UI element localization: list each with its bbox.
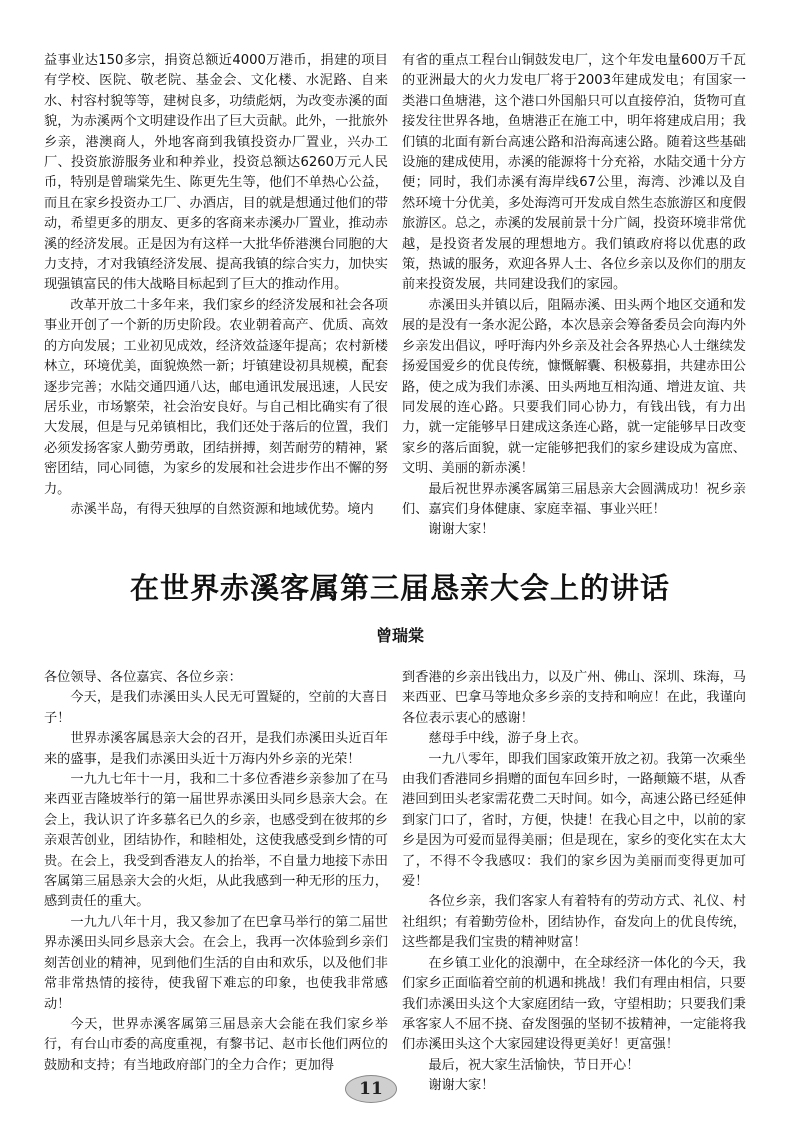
paragraph: 各位乡亲，我们客家人有着特有的劳动方式、礼仪、村社组织；有着勤劳俭朴，团结协作，奋发向上的优良传统，这些都是我们宝贵的精神财富！: [402, 894, 746, 951]
paragraph: 一九八零年，即我们国家政策开放之初。我第一次乘坐由我们香港同乡捐赠的面包车回乡时，一路颠簸不堪，从香港回到田头老家需花费二天时间。如今，高速公路已经延伸到家门口了，省时，方便，快捷！在我心目之中，以前的家乡是因为可爱而显得美丽；但是现在，家乡的变化实在太大了，不得不令我感叹：我们的家乡因为美丽而变得更加可爱！: [402, 751, 746, 890]
paragraph: 谢谢大家！: [428, 522, 495, 538]
paragraph: 世界赤溪客属恳亲大会的召开，是我们赤溪田头近百年来的盛事，是我们赤溪田头近十万海内外乡亲的光荣！: [44, 731, 388, 767]
paragraph: 赤溪田头并镇以后，阻隔赤溪、田头两个地区交通和发展的是没有一条水泥公路，本次恳亲会筹备委员会向海内外乡亲发出倡议，呼吁海内外乡亲及社会各界热心人士继续发扬爱国爱乡的优良传统，慷慨解囊、积极募捐，共建赤田公路，使之成为我们赤溪、田头两地互相沟通、增进友谊、共同发展的连心路。只要我们同心协力，有钱出钱，有力出力，就一定能够早日建成这条连心路，就一定能够早日改变家乡的落后面貌，就一定能够把我们的家乡建设成为富庶、文明、美丽的新赤溪！: [402, 297, 746, 477]
paragraph: 在乡镇工业化的浪潮中，在全球经济一体化的今天，我们家乡正面临着空前的机遇和挑战！我们有理由相信，只要我们赤溪田头这个大家庭团结一致，守望相助；只要我们秉承客家人不屈不挠、奋发图强的坚韧不拔精神，一定能将我们赤溪田头这个大家园建设得更美好！更富强！: [402, 955, 746, 1053]
page-number: 11: [345, 1075, 397, 1103]
paragraph: 益事业达150多宗，捐资总额近4000万港币，捐建的项目有学校、医院、敬老院、基金会、文化楼、水泥路、自来水、村容村貌等等，建树良多，功绩彪炳，为改变赤溪的面貌，为赤溪两个文明建设作出了巨大贡献。此外，一批旅外乡亲，港澳商人，外地客商到我镇投资办厂置业，兴办工厂、投资旅游服务业和种养业，投资总额达6260万元人民币，特别是曾瑞棠先生、陈更先生等，他们不单热心公益，而且在家乡投资办工厂、办酒店，目的就是想通过他们的带动，希望更多的朋友、更多的客商来赤溪办厂置业，推动赤溪的经济发展。正是因为有这样一大批华侨港澳台同胞的大力支持，才对我镇经济发展、提高我镇的综合实力，加快实现强镇富民的伟大战略目标起到了巨大的推动作用。: [44, 53, 388, 293]
paragraph: 有省的重点工程台山铜鼓发电厂，这个年发电量600万千瓦的亚洲最大的火力发电厂将于2003年建成发电；有国家一类港口鱼塘港，这个港口外国船只可以直接停泊，货物可直接发往世界各地，鱼塘港正在施工中，明年将建成启用；我们镇的北面有新台高速公路和沿海高速公路。随着这些基础设施的建成使用，赤溪的能源将十分充裕，水陆交通十分方便；同时，我们赤溪有海岸线67公里，海湾、沙滩以及自然环境十分优美，多处海湾可开发成自然生态旅游区和度假旅游区。总之，赤溪的发展前景十分广阔，投资环境非常优越，是投资者发展的理想地方。我们镇政府将以优惠的政策，热诚的服务，欢迎各界人士、各位乡亲以及你们的朋友前来投资发展，共同建设我们的家园。: [402, 53, 746, 293]
paragraph: 今天，是我们赤溪田头人民无可置疑的，空前的大喜日子！: [44, 690, 388, 726]
paragraph: 谢谢大家！: [428, 1078, 495, 1094]
paragraph: 赤溪半岛，有得天独厚的自然资源和地域优势。境内: [70, 501, 374, 517]
article1-right-column: [402, 51, 746, 541]
article1-left-column: [44, 51, 388, 520]
paragraph: 一九九七年十一月，我和二十多位香港乡亲参加了在马来西亚吉隆坡举行的第一届世界赤溪田头同乡恳亲大会。在会上，我认识了许多慕名已久的乡亲，也感受到在彼邦的乡亲艰苦创业，团结协作，和睦相处，这使我感受到乡情的可贵。在会上，我受到香港友人的抬举，不自量力地接下赤田客属第三届恳亲大会的火炬，从此我感到一种无形的压力，感到责任的重大。: [44, 772, 388, 910]
article-author: 曾瑞棠: [375, 626, 424, 645]
paragraph: 最后祝世界赤溪客属第三届恳亲大会圆满成功！祝乡亲们、嘉宾们身体健康、家庭幸福、事业兴旺！: [402, 481, 746, 517]
salutation: 各位领导、各位嘉宾、各位乡亲：: [44, 670, 242, 685]
paragraph: 最后，祝大家生活愉快，节日开心！: [428, 1057, 640, 1073]
paragraph: 改革开放二十多年来，我们家乡的经济发展和社会各项事业开创了一个新的历史阶段。农业朝着高产、优质、高效的方向发展；工业初见成效，经济效益逐年提高；农村新楼林立，环境优美，面貌焕然一新；圩镇建设初具规模，配套逐步完善；水陆交通四通八达，邮电通讯发展迅速，人民安居乐业，市场繁荣，社会治安良好。与自己相比确实有了很大发展，但是与兄弟镇相比，我们还处于落后的位置，我们必须发扬客家人勤劳勇敢，团结拼搏，刻苦耐劳的精神，紧密团结，同心同德，为家乡的发展和社会进步作出不懈的努力。: [44, 297, 388, 497]
article-title: 在世界赤溪客属第三届恳亲大会上的讲话: [129, 571, 670, 605]
paragraph: 一九九八年十月，我又参加了在巴拿马举行的第二届世界赤溪田头同乡恳亲大会。在会上，我再一次体验到乡亲们刻苦创业的精神，见到他们生活的自由和欢乐，以及他们非常非常热情的接待，使我留下难忘的印象，也使我非常感动！: [44, 914, 388, 1012]
paragraph: 今天，世界赤溪客属第三届恳亲大会能在我们家乡举行，有台山市委的高度重视，有黎书记、赵市长他们两位的鼓励和支持；有当地政府部门的全力合作；更加得: [44, 1016, 388, 1073]
paragraph: 慈母手中线，游子身上衣。: [428, 731, 587, 747]
article2-left-column: [44, 668, 388, 1076]
paragraph: 到香港的乡亲出钱出力，以及广州、佛山、深圳、珠海，马来西亚、巴拿马等地众多乡亲的支持和响应！在此，我谨向各位表示衷心的感谢！: [402, 670, 746, 726]
article2-right-column: [402, 668, 746, 1097]
